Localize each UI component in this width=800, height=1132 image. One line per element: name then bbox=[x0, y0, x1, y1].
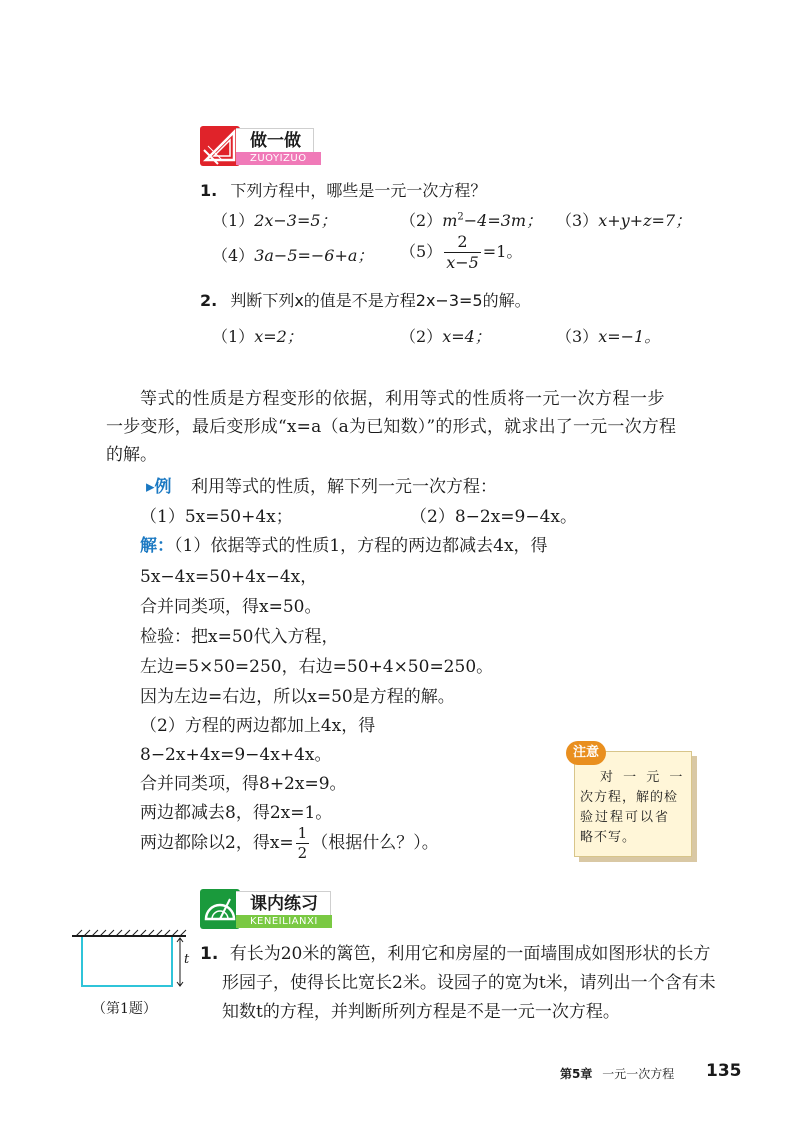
q1-item-5: （5） $\frac{2}{x-5}$ =1。 bbox=[400, 232, 523, 272]
q1-item-3: （3）x+y+z=7； bbox=[556, 211, 692, 230]
solution-line-4: 左边=5×50=250，右边=50+4×50=250。 bbox=[140, 657, 494, 677]
q2-item-3: （3）x=−1。 bbox=[556, 327, 661, 346]
q1-number: 1. bbox=[200, 181, 218, 200]
garden-figure bbox=[72, 928, 192, 998]
note-tag: 注意 bbox=[566, 741, 606, 765]
q1-stem: 下列方程中，哪些是一元一次方程？ bbox=[230, 181, 487, 200]
solution-line-5: 因为左边=右边，所以x=50是方程的解。 bbox=[140, 687, 455, 707]
example-part-2: （2）8−2x=9−4x。 bbox=[410, 507, 577, 527]
footer-chapter: 第5章 一元一次方程 bbox=[560, 1067, 675, 1081]
note-line-3: 验过程可以省 bbox=[580, 810, 671, 825]
q1-stem-row bbox=[200, 178, 486, 201]
example-label: ▸例 bbox=[146, 477, 172, 497]
solution-line-7: 8−2x+4x=9−4x+4x。 bbox=[140, 745, 332, 765]
protractor-icon bbox=[200, 889, 240, 929]
paragraph-line-3: 的解。 bbox=[106, 445, 157, 465]
practice-title: 课内练习 bbox=[236, 891, 331, 917]
figure-caption: （第1题） bbox=[92, 1001, 157, 1017]
example-row bbox=[146, 472, 497, 497]
q2-stem: 判断下列x的值是不是方程2x−3=5的解。 bbox=[230, 291, 531, 310]
example-part-1: （1）5x=50+4x； bbox=[140, 507, 293, 527]
q2-stem-row bbox=[200, 288, 531, 311]
practice-q-line-3: 知数t的方程，并判断所列方程是不是一元一次方程。 bbox=[222, 1002, 620, 1022]
q2-item-2: （2）x=4； bbox=[400, 327, 491, 346]
practice-pinyin: KENEILIANXI bbox=[236, 915, 332, 928]
q1-item-2: $(2)m^2-4=3m$； bbox=[400, 211, 543, 230]
page-number: 135 bbox=[706, 1061, 742, 1081]
solution-line-3: 检验：把x=50代入方程， bbox=[140, 627, 339, 647]
solution-fraction: $\frac{1}{2}$ bbox=[297, 824, 308, 862]
practice-q-line-2: 形园子，使得长比宽长2米。设园子的宽为t米，请列出一个含有未 bbox=[222, 973, 716, 993]
q1-item-4: （4）3a−5=−6+a； bbox=[212, 246, 374, 265]
paragraph-line-2: 一步变形，最后变形成“x=a（a为已知数）”的形式，就求出了一元一次方程 bbox=[106, 417, 677, 437]
solution-line-8: 合并同类项，得8+2x=9。 bbox=[140, 774, 347, 794]
ruler-triangle-icon bbox=[200, 126, 240, 166]
note-line-1: 对 一 元 一 bbox=[600, 770, 686, 785]
example-text: 利用等式的性质，解下列一元一次方程： bbox=[190, 477, 497, 497]
paragraph-line-1: 等式的性质是方程变形的依据，利用等式的性质将一元一次方程一步 bbox=[140, 389, 665, 409]
q2-number: 2. bbox=[200, 291, 218, 310]
solution-first: （1）依据等式的性质1，方程的两边都减去4x，得 bbox=[174, 536, 548, 556]
note-line-4: 略不写。 bbox=[580, 830, 637, 845]
practice-badge bbox=[200, 889, 360, 929]
q2-item-1: （1）x=2； bbox=[212, 327, 303, 346]
do-it-badge bbox=[200, 126, 350, 166]
do-it-title: 做一做 bbox=[236, 128, 314, 154]
solution-line-1: 5x−4x=50+4x−4x， bbox=[140, 567, 318, 587]
practice-q-row-1 bbox=[200, 939, 710, 964]
solution-first-row bbox=[140, 531, 548, 556]
note-line-2: 次方程，解的检 bbox=[580, 790, 679, 805]
do-it-pinyin: ZUOYIZUO bbox=[236, 152, 321, 165]
q1-item-5-fraction: $\frac{2}{x-5}$ bbox=[446, 232, 479, 272]
practice-q-number: 1. bbox=[200, 944, 219, 964]
figure-dim-label: t bbox=[184, 952, 190, 967]
solution-label: 解： bbox=[140, 536, 174, 556]
q1-item-1: （1）2x−3=5； bbox=[212, 211, 337, 230]
practice-q-line-1: 有长为20米的篱笆，利用它和房屋的一面墙围成如图形状的长方 bbox=[229, 944, 711, 964]
solution-line-9: 两边都减去8，得2x=1。 bbox=[140, 803, 333, 823]
solution-line-6: （2）方程的两边都加上4x，得 bbox=[140, 716, 376, 736]
solution-line-2: 合并同类项，得x=50。 bbox=[140, 597, 322, 617]
solution-last-row: 两边都除以2，得x= $\frac{1}{2}$ （根据什么？）。 bbox=[140, 824, 439, 862]
